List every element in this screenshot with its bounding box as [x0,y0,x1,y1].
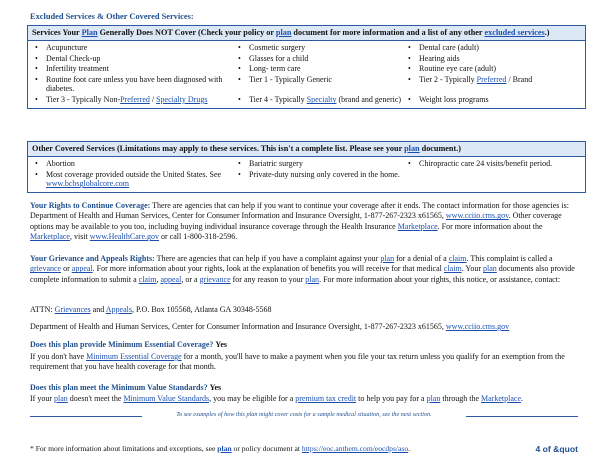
healthcare-gov-link[interactable]: www.HealthCare.gov [89,232,160,242]
mvs-answer: Yes [209,383,222,392]
plan-link[interactable]: plan [380,254,395,263]
item-text: (brand and generic) [336,95,402,105]
title-text: document for more information and a list of any other [291,28,485,37]
mec-question-text: Does this plan provide Minimum Essential Coverage? [30,340,214,349]
appeal-link[interactable]: appeal [71,264,93,274]
para-text: . Your [461,264,484,274]
para-text: ATTN: [30,305,55,314]
item-text: / Brand [506,74,533,84]
title-text: .) [544,28,550,37]
list-item [237,95,407,105]
list-item: • Tier 1 - Typically Generic [237,75,407,85]
para-text: to help you pay for a [356,394,427,403]
para-text: There are agencies that can help if you want to continue your coverage after it ends. The contact information for those agencies is: Department of Health and Human Services, Center for Consumer Information and Insurance Oversight, 1-877-267-2323 x61565, [30,201,569,221]
plan-link[interactable]: Plan [81,28,98,37]
excluded-column-1 [34,43,237,106]
grievance-link[interactable]: grievance [30,264,62,274]
specialty-drugs-link[interactable]: Specialty Drugs [156,94,208,104]
para-text: . Other coverage options may be available to you too, including buying individual insurance coverage through the Health Insurance [30,211,562,231]
mec-paragraph [30,352,578,373]
list-item: • Cosmetic surgery [237,43,407,53]
excluded-services-heading: Excluded Services & Other Covered Services: [30,12,194,21]
premium-tax-credit-link[interactable]: premium tax credit [295,394,357,403]
para-text: , visit [69,232,90,242]
para-text: , P.O. Box 105568, Atlanta GA 30348-5568 [131,305,272,314]
continue-coverage-paragraph [30,201,578,243]
item-text: Tier 3 - Typically Non- [46,94,121,104]
para-text: for a denial of a [394,254,449,263]
plan-link[interactable]: plan [217,444,232,453]
preferred-link[interactable]: Preferred [120,94,150,104]
title-text: Other Covered Services (Limitations may apply to these services. This isn't a complete list. Please see your [32,144,405,153]
para-text: . For more information about your rights, look at the explanation of benefits you will receive for that medical [92,264,444,274]
bcbs-global-core-link[interactable]: www.bcbsglobalcore.com [46,179,130,189]
para-text: and [90,305,106,314]
para-text: . For more information about the [437,221,543,231]
para-text: If you don't have [30,352,87,361]
para-text: doesn't meet the [67,394,124,403]
minimum-essential-coverage-link[interactable]: Minimum Essential Coverage [86,352,182,361]
para-text: If your [30,394,54,403]
marketplace-link[interactable]: Marketplace [30,232,70,242]
para-text: , you may be eligible for a [209,394,296,403]
item-text: Tier 4 - Typically [249,95,307,105]
list-item: • Dental care (adult) [407,43,577,53]
eoc-link[interactable]: https://eoc.anthem.com/eocdps/aso [301,444,409,453]
list-item: • Hearing aids [407,54,577,64]
plan-link[interactable]: plan [305,274,320,284]
para-text: or [61,264,72,274]
excluded-services-box [27,25,586,109]
mvs-question-text: Does this plan meet the Minimum Value Standards? [30,383,208,392]
plan-link[interactable]: plan [404,144,420,153]
para-text: * For more information about limitations and exceptions, see [30,444,218,453]
preferred-link[interactable]: Preferred [476,74,507,84]
minimum-value-standards-link[interactable]: Minimum Value Standards [123,394,210,403]
title-text: Generally Does NOT Cover (Check your policy or [97,28,276,37]
other-column-3 [407,159,577,190]
mvs-paragraph [30,394,578,404]
marketplace-link[interactable]: Marketplace [481,394,522,403]
list-item: • Chiropractic care 24 visits/benefit period. [407,159,577,169]
list-item: • Bariatric surgery [237,159,407,169]
list-item: • Routine foot care unless you have been diagnosed with diabetes. [34,75,237,94]
para-text: . For more information about your rights, this notice, or assistance, contact: [319,274,561,284]
mec-question [30,340,578,350]
para-text: through the [440,394,482,403]
list-item: • Glasses for a child [237,54,407,64]
item-text: / [149,94,157,104]
plan-link[interactable]: plan [426,394,441,403]
mvs-question [30,383,578,393]
excluded-services-link[interactable]: excluded services [484,28,545,37]
para-text: There are agencies that can help if you have a complaint against your [154,254,381,263]
title-text: Services Your [32,28,82,37]
cciio-link[interactable]: www.cciio.cms.gov [445,322,510,331]
grievance-link[interactable]: grievance [199,274,231,284]
item-text: Most coverage provided outside the United States. See [46,169,222,179]
para-text: documents also provide complete information to submit a [30,264,575,284]
para-text: for any reason to your [230,274,306,284]
cciio-link[interactable]: www.cciio.cms.gov [445,211,509,221]
plan-link[interactable]: plan [483,264,497,274]
attn-line [30,305,578,315]
item-text: Tier 2 - Typically [419,74,477,84]
marketplace-link[interactable]: Marketplace [397,221,438,231]
list-item: • Dental Check-up [34,54,237,64]
para-text: for a month, you'll have to make a payment when you file your tax return unless you qualify for an exemption from the requirement that you have health coverage for that month. [30,352,565,372]
other-column-2 [237,159,407,190]
appeal-link[interactable]: appeal [160,274,182,284]
excluded-column-3 [407,43,577,106]
other-column-1 [34,159,237,190]
list-item: • Long- term care [237,64,407,74]
grievance-appeals-paragraph [30,254,578,285]
list-item: • Weight loss programs [407,95,577,105]
continue-coverage-heading: Your Rights to Continue Coverage: [30,201,151,210]
para-text: , or a [181,274,200,284]
para-text: . This complaint is called a [466,254,553,263]
list-item: • Private-duty nursing only covered in the home. [237,170,407,180]
excluded-column-2 [237,43,407,106]
para-text: . [408,444,411,453]
claim-link[interactable]: claim [443,264,462,274]
para-text: Department of Health and Human Services, Center for Consumer Information and Insurance Oversight, 1-877-267-2323 x61565, [30,322,446,331]
list-item: • Infertility treatment [34,64,237,74]
page-number: 4 of &quot [535,444,578,454]
list-item [407,75,577,85]
excluded-services-box-title [28,26,585,41]
list-item: • Abortion [34,159,237,169]
list-item: • Routine eye care (adult) [407,64,577,74]
para-text: or call 1-800-318-2596. [159,232,238,242]
section-divider [30,411,578,418]
specialty-link[interactable]: Specialty [306,95,337,105]
para-text: . [521,394,524,403]
plan-link[interactable]: plan [275,28,292,37]
other-covered-services-box-title [28,142,585,157]
footnote [30,444,500,453]
list-item: • Acupuncture [34,43,237,53]
para-text: , [156,274,161,284]
mec-answer: Yes [215,340,227,349]
dept-line [30,322,578,332]
grievance-appeals-heading: Your Grievance and Appeals Rights: [30,254,155,263]
claim-link[interactable]: claim [138,274,157,284]
para-text: or policy document at [231,444,302,453]
title-text: document.) [419,144,461,153]
list-item [34,95,237,105]
plan-link[interactable]: plan [54,394,68,403]
other-covered-services-box [27,141,586,193]
list-item [34,170,237,189]
grievances-link[interactable]: Grievances [54,305,91,314]
divider-note: To see examples of how this plan might cover costs for a sample medical situation, see the next section. [176,411,432,418]
appeals-link[interactable]: Appeals [105,305,132,314]
claim-link[interactable]: claim [448,254,467,263]
